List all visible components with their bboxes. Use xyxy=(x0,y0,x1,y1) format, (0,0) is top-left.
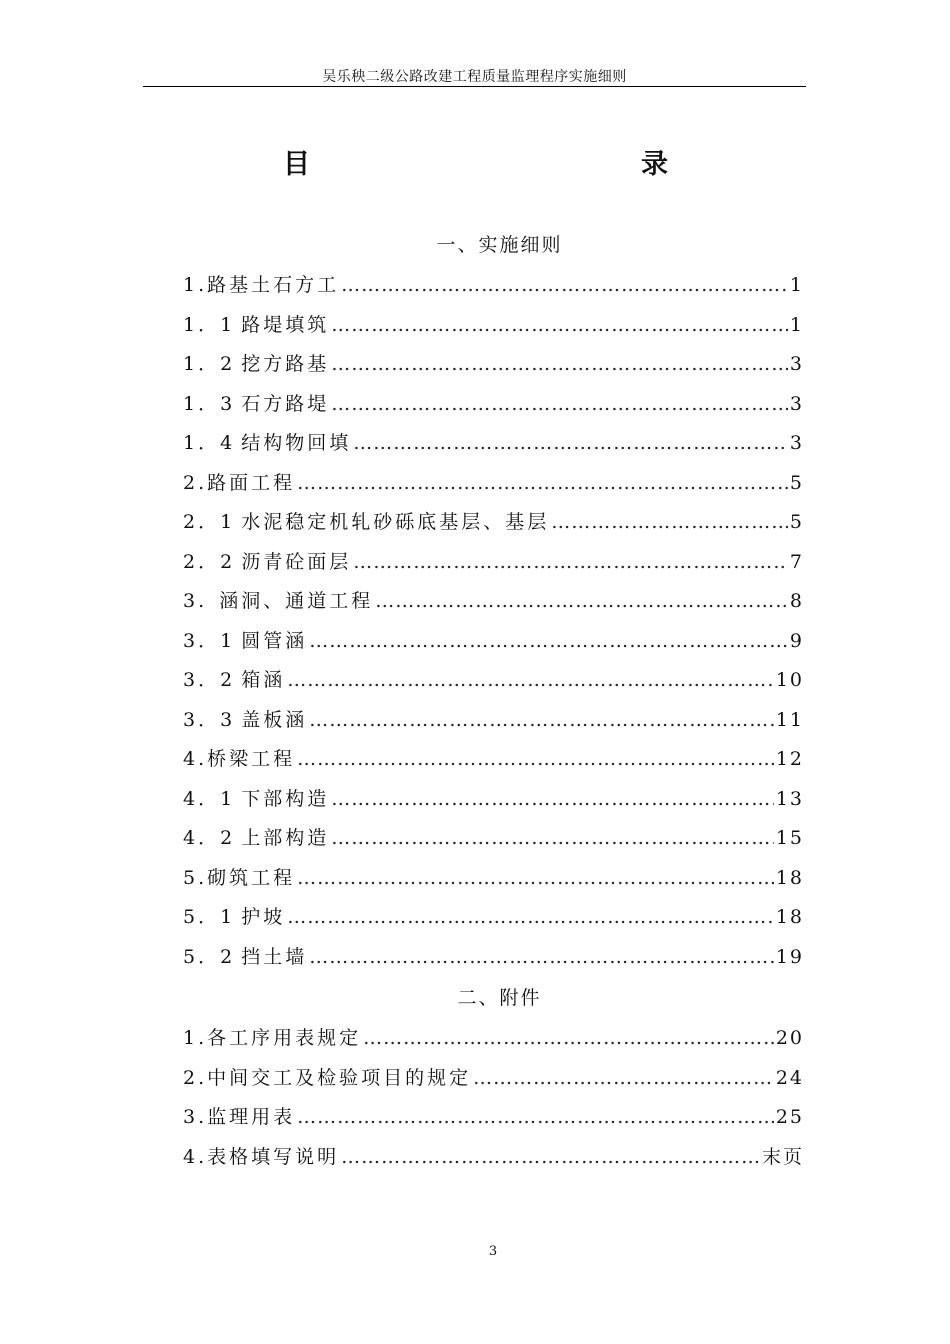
toc-entry[interactable] xyxy=(183,701,804,741)
section-heading-implementation: 一、实施细则 xyxy=(436,234,563,256)
entry-number: 3. xyxy=(183,1106,208,1128)
entry-number: 1. xyxy=(183,1027,208,1049)
entry-number: 4. xyxy=(183,748,208,770)
toc-entry[interactable] xyxy=(183,582,804,622)
entry-page: 1 xyxy=(789,313,804,336)
toc-entry[interactable] xyxy=(183,898,804,938)
toc-entry[interactable] xyxy=(183,740,804,780)
toc-entry[interactable] xyxy=(183,543,804,583)
dot-leader xyxy=(353,543,788,583)
header-divider xyxy=(143,86,806,87)
entry-page: 12 xyxy=(775,748,804,770)
toc-entry[interactable] xyxy=(183,819,804,859)
dot-leader xyxy=(297,1098,774,1138)
entry-number: 3. xyxy=(183,590,208,612)
entry-page: 5 xyxy=(789,511,804,533)
dot-leader xyxy=(309,701,774,741)
dot-leader xyxy=(331,780,774,820)
dot-leader xyxy=(363,1019,774,1059)
entry-label: 下部构造 xyxy=(241,787,330,810)
toc-entry[interactable] xyxy=(183,306,804,346)
toc-entry[interactable] xyxy=(183,938,804,978)
entry-page: 8 xyxy=(789,590,804,612)
entry-label: 箱涵 xyxy=(241,669,286,691)
toc-entry[interactable] xyxy=(183,266,804,306)
toc-entry[interactable] xyxy=(183,1098,804,1138)
entry-number: 1．3 xyxy=(183,392,236,415)
dot-leader xyxy=(297,464,788,504)
entry-label: 监理用表 xyxy=(207,1106,296,1128)
toc-entry[interactable] xyxy=(183,622,804,662)
entry-page: 15 xyxy=(775,827,804,849)
entry-number: 3．3 xyxy=(183,708,236,731)
dot-leader xyxy=(297,740,774,780)
entry-number: 2. xyxy=(183,1066,208,1089)
entry-page: 20 xyxy=(775,1027,804,1049)
entry-page: 3 xyxy=(789,432,804,454)
table-of-contents xyxy=(183,224,804,1177)
toc-entry[interactable] xyxy=(183,1059,804,1099)
dot-leader xyxy=(473,1059,774,1099)
entry-label: 挖方路基 xyxy=(241,353,330,375)
entry-number: 4．1 xyxy=(183,787,236,810)
entry-page: 25 xyxy=(775,1106,804,1128)
toc-title-char-1: 目 xyxy=(283,149,310,180)
entry-number: 5．2 xyxy=(183,945,236,968)
toc-entry[interactable] xyxy=(183,424,804,464)
entry-label: 表格填写说明 xyxy=(207,1145,340,1168)
entry-page: 10 xyxy=(775,669,804,691)
entry-label: 路堤填筑 xyxy=(241,313,330,336)
entry-number: 4．2 xyxy=(183,827,236,849)
toc-entry[interactable] xyxy=(183,859,804,899)
dot-leader xyxy=(551,503,788,543)
toc-title xyxy=(270,142,690,182)
entry-number: 1．4 xyxy=(183,432,236,454)
entry-label: 水泥稳定机轧砂砾底基层、基层 xyxy=(241,511,550,533)
entry-label: 路面工程 xyxy=(207,471,296,494)
entry-page: 5 xyxy=(789,471,804,494)
entry-page: 7 xyxy=(789,550,804,573)
toc-entry[interactable] xyxy=(183,464,804,504)
entry-page: 3 xyxy=(789,392,804,415)
dot-leader xyxy=(353,424,788,464)
entry-page: 1 xyxy=(789,274,804,296)
entry-label: 挡土墙 xyxy=(241,945,308,968)
toc-entry[interactable] xyxy=(183,661,804,701)
entry-page: 末页 xyxy=(761,1145,804,1168)
entry-number: 5．1 xyxy=(183,906,236,928)
entry-page: 9 xyxy=(789,629,804,652)
dot-leader xyxy=(309,938,774,978)
entry-label: 沥青砼面层 xyxy=(241,550,352,573)
toc-entry[interactable] xyxy=(183,1019,804,1059)
entry-label: 上部构造 xyxy=(241,827,330,849)
dot-leader xyxy=(309,622,788,662)
entry-label: 各工序用表规定 xyxy=(207,1027,362,1049)
toc-entry[interactable] xyxy=(183,345,804,385)
dot-leader xyxy=(375,582,788,622)
running-header: 吴乐秧二级公路改建工程质量监理程序实施细则 xyxy=(322,69,627,85)
entry-number: 2．1 xyxy=(183,511,236,533)
toc-title-char-2: 录 xyxy=(641,149,668,180)
section-heading-attachments: 二、附件 xyxy=(457,987,542,1009)
dot-leader xyxy=(287,898,774,938)
entry-label: 砌筑工程 xyxy=(207,866,296,889)
entry-page: 19 xyxy=(775,945,804,968)
entry-number: 2. xyxy=(183,471,208,494)
entry-label: 中间交工及检验项目的规定 xyxy=(207,1066,472,1089)
toc-entry[interactable] xyxy=(183,503,804,543)
dot-leader xyxy=(341,266,788,306)
entry-page: 11 xyxy=(775,708,804,731)
dot-leader xyxy=(331,819,774,859)
entry-label: 路基土石方工 xyxy=(207,274,340,296)
entry-number: 1．2 xyxy=(183,353,236,375)
entry-number: 4. xyxy=(183,1145,208,1168)
entry-page: 18 xyxy=(775,866,804,889)
toc-entry[interactable] xyxy=(183,385,804,425)
dot-leader xyxy=(331,306,788,346)
dot-leader xyxy=(287,661,774,701)
dot-leader xyxy=(341,1138,760,1178)
entry-page: 3 xyxy=(789,353,804,375)
dot-leader xyxy=(331,385,788,425)
entry-page: 13 xyxy=(775,787,804,810)
entry-page: 18 xyxy=(775,906,804,928)
entry-label: 桥梁工程 xyxy=(207,748,296,770)
toc-entry[interactable] xyxy=(183,780,804,820)
entry-page: 24 xyxy=(775,1066,804,1089)
entry-number: 3．2 xyxy=(183,669,236,691)
page-number: 3 xyxy=(488,1244,498,1259)
entry-number: 5. xyxy=(183,866,208,889)
entry-number: 1．1 xyxy=(183,313,236,336)
dot-leader xyxy=(297,859,774,899)
dot-leader xyxy=(331,345,788,385)
entry-label: 石方路堤 xyxy=(241,392,330,415)
entry-label: 圆管涵 xyxy=(241,629,308,652)
entry-label: 护坡 xyxy=(241,906,286,928)
entry-number: 1. xyxy=(183,274,208,296)
toc-entry[interactable] xyxy=(183,1138,804,1178)
entry-number: 2．2 xyxy=(183,550,236,573)
entry-number: 3．1 xyxy=(183,629,236,652)
entry-label: 结构物回填 xyxy=(241,432,352,454)
entry-label: 涵洞、通道工程 xyxy=(219,590,374,612)
entry-label: 盖板涵 xyxy=(241,708,308,731)
